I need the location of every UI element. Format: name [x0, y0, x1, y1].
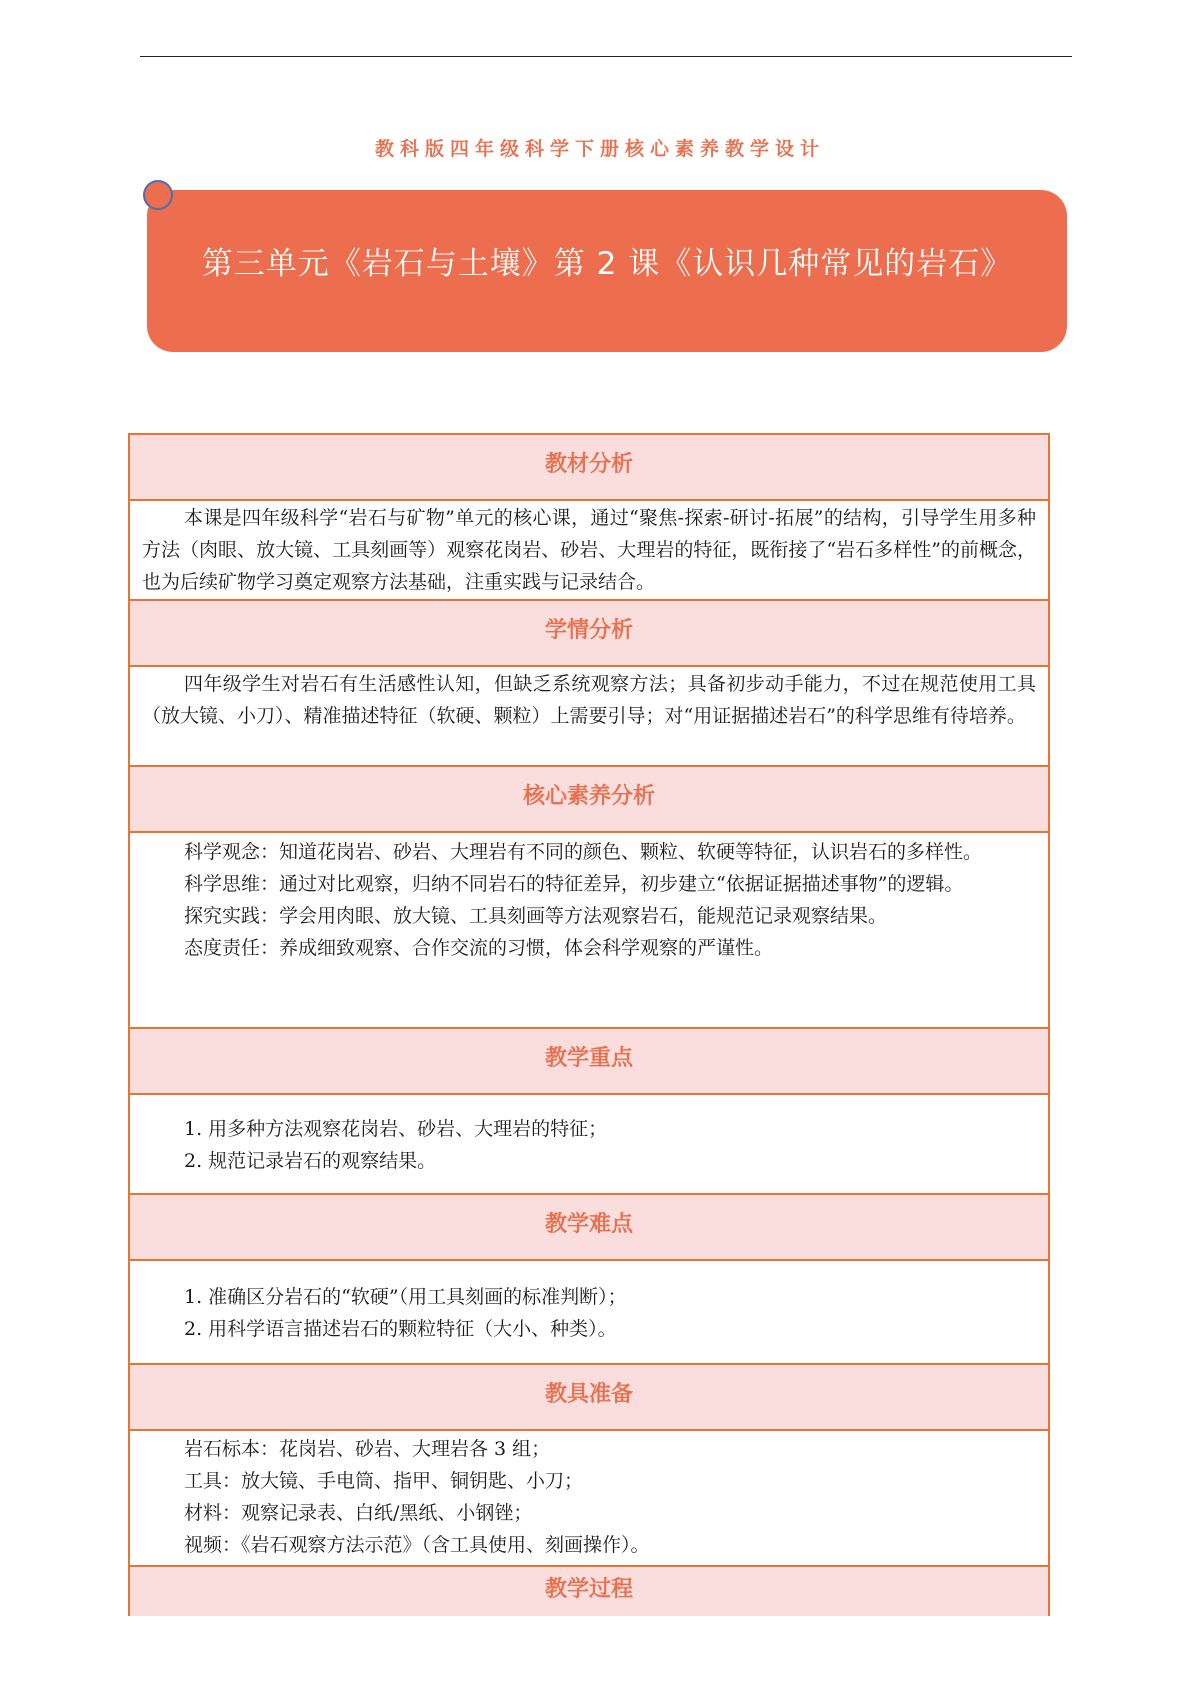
- section-heading-materials: [130, 1365, 1048, 1431]
- section-body-core-literacy: [130, 833, 1048, 1029]
- list-item: 岩石标本：花岗岩、砂岩、大理岩各 3 组；: [184, 1438, 551, 1460]
- list-item: 2. 规范记录岩石的观察结果。: [184, 1150, 437, 1172]
- paragraph: 本课是四年级科学“岩石与矿物”单元的核心课，通过“聚焦-探索-研讨-拓展”的结构，引导学生用多种方法（肉眼、放大镜、工具刻画等）观察花岗岩、砂岩、大理岩的特征，既衔接了“岩石多样性”的前概念，也为后续矿物学习奠定观察方法基础，注重实践与记录结合。: [142, 507, 1036, 593]
- section-heading-text: 教学难点: [544, 1212, 633, 1237]
- section-heading-student-analysis: [130, 601, 1048, 667]
- section-heading-core-literacy: [130, 767, 1048, 833]
- top-rule: [140, 56, 1072, 57]
- section-heading-key-points: [130, 1029, 1048, 1095]
- section-body-materials: [130, 1431, 1048, 1567]
- section-body-student-analysis: [130, 667, 1048, 767]
- section-heading-text: 教材分析: [544, 452, 633, 477]
- section-heading-text: 核心素养分析: [522, 784, 655, 809]
- section-body-key-points: [130, 1095, 1048, 1195]
- list-item: 材料：观察记录表、白纸/黑纸、小钢锉；: [184, 1502, 533, 1524]
- title-banner: [147, 190, 1067, 352]
- lesson-design-table: [128, 433, 1050, 1616]
- paragraph: 科学观念：知道花岗岩、砂岩、大理岩有不同的颜色、颗粒、软硬等特征，认识岩石的多样性。: [184, 841, 983, 863]
- list-item: 2. 用科学语言描述岩石的颗粒特征（大小、种类）。: [184, 1318, 617, 1340]
- paragraph: 探究实践：学会用肉眼、放大镜、工具刻画等方法观察岩石，能规范记录观察结果。: [184, 905, 888, 927]
- list-item: 1. 用多种方法观察花岗岩、砂岩、大理岩的特征；: [184, 1118, 608, 1140]
- paragraph: 四年级学生对岩石有生活感性认知，但缺乏系统观察方法；具备初步动手能力，不过在规范使用工具（放大镜、小刀）、精准描述特征（软硬、颗粒）上需要引导；对“用证据描述岩石”的科学思维有待培养。: [142, 673, 1036, 727]
- section-heading-textbook-analysis: [130, 435, 1048, 501]
- list-item: 视频：《岩石观察方法示范》（含工具使用、刻画操作）。: [184, 1534, 650, 1556]
- list-item: 1. 准确区分岩石的“软硬”（用工具刻画的标准判断）；: [184, 1286, 627, 1308]
- section-heading-difficulties: [130, 1195, 1048, 1261]
- series-label: 教科版四年级科学下册核心素养教学设计: [374, 138, 825, 160]
- paragraph: 科学思维：通过对比观察，归纳不同岩石的特征差异，初步建立“依据证据描述事物”的逻辑。: [184, 873, 964, 895]
- section-body-textbook-analysis: [130, 501, 1048, 601]
- section-heading-text: 教具准备: [544, 1382, 633, 1407]
- section-heading-teaching-process: [130, 1567, 1048, 1616]
- section-heading-text: 学情分析: [544, 618, 633, 643]
- lesson-title: 第三单元《岩石与土壤》第 2 课《认识几种常见的岩石》: [201, 246, 1013, 282]
- paragraph: 态度责任：养成细致观察、合作交流的习惯，体会科学观察的严谨性。: [184, 937, 774, 959]
- decorative-dot: [143, 180, 173, 210]
- section-heading-text: 教学过程: [544, 1577, 633, 1602]
- section-heading-text: 教学重点: [544, 1046, 633, 1071]
- section-body-difficulties: [130, 1261, 1048, 1365]
- list-item: 工具：放大镜、手电筒、指甲、铜钥匙、小刀；: [184, 1470, 584, 1492]
